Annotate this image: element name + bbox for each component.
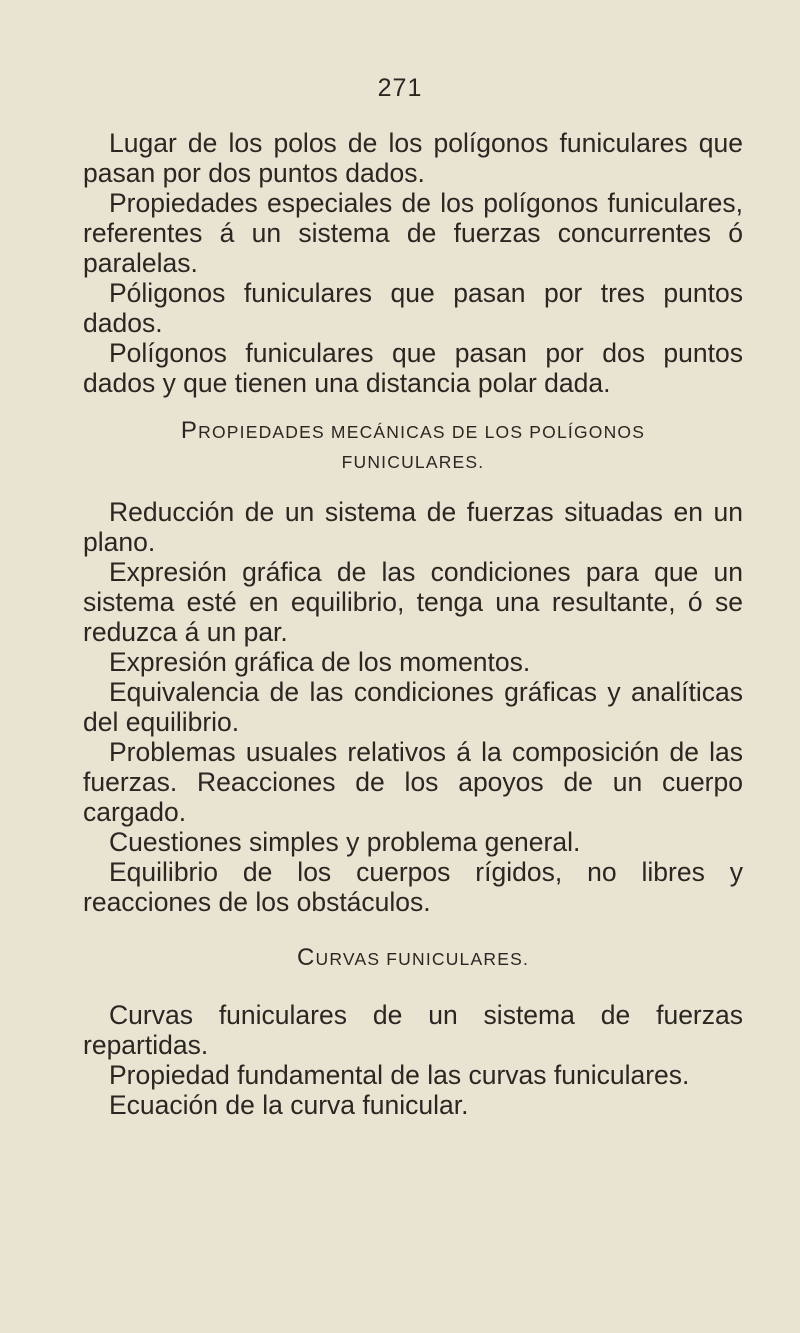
list-item: Expresión gráfica de las condiciones para que un sistema esté en equilibrio, tenga una resultante, ó se reduzca á un par. xyxy=(83,557,743,647)
section-mechanical-properties xyxy=(83,418,743,917)
list-item: Equilibrio de los cuerpos rígidos, no libres y reacciones de los obstáculos. xyxy=(83,857,743,917)
list-item: Ecuación de la curva funicular. xyxy=(109,1090,469,1120)
heading-text: URVAS FUNICULARES. xyxy=(315,949,530,969)
list-item: Póligonos funiculares que pasan por tres puntos dados. xyxy=(83,278,743,338)
page-number: 271 xyxy=(377,74,423,102)
list-item: Propiedades especiales de los polígonos funiculares, referentes á un sistema de fuerzas concurrentes ó paralelas. xyxy=(83,188,743,278)
list-item: Reducción de un sistema de fuerzas situadas en un plano. xyxy=(83,497,743,557)
heading-initial: P xyxy=(180,417,199,444)
section-heading-line2: FUNICULARES. xyxy=(341,452,485,472)
section-funicular-curves xyxy=(83,945,743,1120)
table-of-contents xyxy=(83,128,743,1120)
section-entries xyxy=(83,1000,743,1120)
section-heading xyxy=(83,945,743,972)
list-item: Cuestiones simples y problema general. xyxy=(109,827,581,857)
list-item: Curvas funiculares de un sistema de fuerzas repartidas. xyxy=(83,1000,743,1060)
list-item: Problemas usuales relativos á la composición de las fuerzas. Reacciones de los apoyos de un cuerpo cargado. xyxy=(83,737,743,827)
section-entries xyxy=(83,497,743,917)
list-item: Equivalencia de las condiciones gráficas y analíticas del equilibrio. xyxy=(83,677,743,737)
intro-entries xyxy=(83,128,743,398)
list-item: Polígonos funiculares que pasan por dos puntos dados y que tienen una distancia polar dada. xyxy=(83,338,743,398)
list-item: Expresión gráfica de los momentos. xyxy=(109,647,531,677)
section-heading xyxy=(83,418,743,445)
heading-initial: C xyxy=(296,944,316,971)
heading-text: ROPIEDADES MECÁNICAS DE LOS POLÍGONOS xyxy=(198,422,646,442)
list-item: Lugar de los polos de los polígonos funiculares que pasan por dos puntos dados. xyxy=(83,128,743,188)
list-item: Propiedad fundamental de las curvas funiculares. xyxy=(109,1060,690,1090)
